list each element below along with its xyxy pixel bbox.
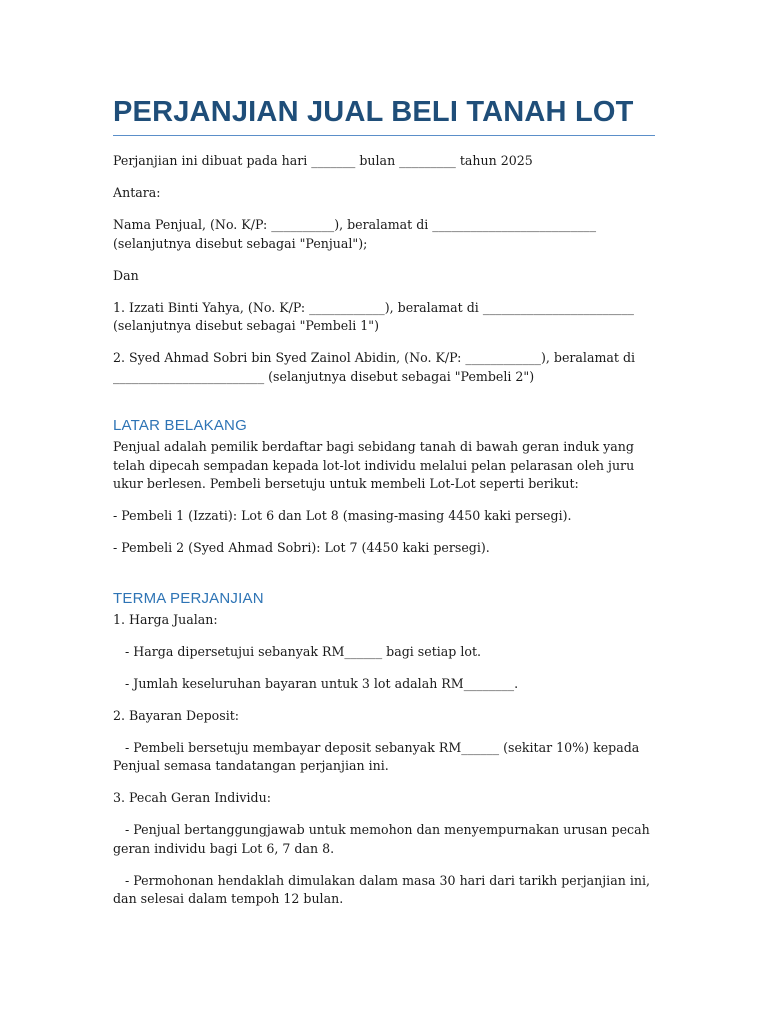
date-line: Perjanjian ini dibuat pada hari _______ bulan _________ tahun 2025: [113, 153, 533, 168]
penjual-paragraph: Nama Penjual, (No. K/P: __________), beralamat di __________________________ (selanjutnya disebut sebagai "Penjual");: [113, 217, 597, 251]
deposit-item-1: - Pembeli bersetuju membayar deposit sebanyak RM______ (sekitar 10%) kepada Penjual semasa tandatangan perjanjian ini.: [113, 739, 644, 773]
pecah-item-2: - Permohonan hendaklah dimulakan dalam masa 30 hari dari tarikh perjanjian ini, dan selesai dalam tempoh 12 bulan.: [113, 872, 655, 906]
harga-jualan-heading: 1. Harga Jualan:: [113, 611, 218, 627]
title-underline: [113, 135, 655, 136]
pecah-item-1: - Penjual bertanggungjawab untuk memohon dan menyempurnakan urusan pecah geran individu bagi Lot 6, 7 dan 8.: [113, 822, 654, 856]
pecah-geran-heading: 3. Pecah Geran Individu:: [113, 790, 271, 805]
harga-item-2: - Jumlah keseluruhan bayaran untuk 3 lot adalah RM________.: [113, 675, 519, 691]
latar-belakang-heading: LATAR BELAKANG: [113, 417, 247, 434]
terma-perjanjian-heading: TERMA PERJANJIAN: [113, 589, 264, 607]
latar-item-pembeli-1: - Pembeli 1 (Izzati): Lot 6 dan Lot 8 (masing-masing 4450 kaki persegi).: [113, 508, 572, 523]
harga-item-1: - Harga dipersetujui sebanyak RM______ bagi setiap lot.: [113, 643, 482, 659]
bayaran-deposit-heading: 2. Bayaran Deposit:: [113, 707, 240, 723]
antara-label: Antara:: [113, 185, 161, 200]
latar-item-pembeli-2: - Pembeli 2 (Syed Ahmad Sobri): Lot 7 (4450 kaki persegi).: [113, 540, 490, 555]
latar-belakang-paragraph: Penjual adalah pemilik berdaftar bagi sebidang tanah di bawah geran induk yang telah dipecah sempadan kepada lot-lot individu melalui pelan pelarasan oleh juru ukur berlesen. Pembeli bersetuju untuk membeli Lot-Lot seperti berikut:: [113, 439, 635, 491]
dan-label: Dan: [113, 267, 139, 283]
pembeli-2-paragraph: 2. Syed Ahmad Sobri bin Syed Zainol Abidin, (No. K/P: ____________), beralamat di ________________________ (selanjutnya disebut sebagai "Pembeli 2"): [113, 350, 636, 384]
pembeli-1-paragraph: 1. Izzati Binti Yahya, (No. K/P: ____________), beralamat di ________________________ (selanjutnya disebut sebagai "Pembeli 1"): [113, 299, 634, 333]
document-title: PERJANJIAN JUAL BELI TANAH LOT: [113, 96, 634, 128]
